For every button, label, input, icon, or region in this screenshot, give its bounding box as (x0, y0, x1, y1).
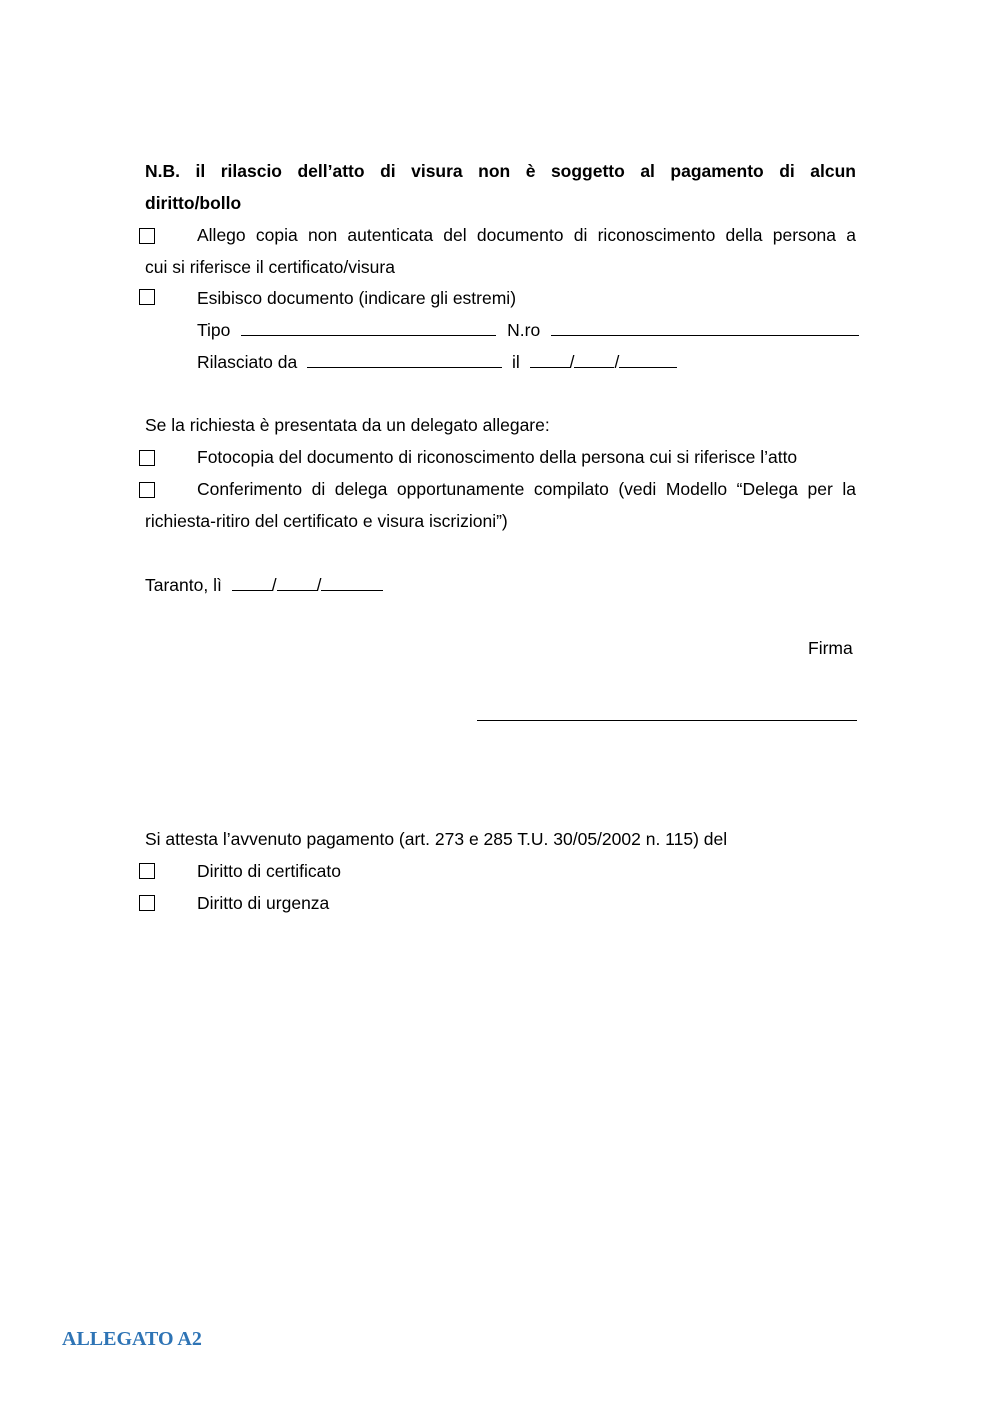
delegate-intro: Se la richiesta è presentata da un delegato allegare: (145, 415, 550, 435)
delega-label-cont: richiesta-ritiro del certificato e visura iscrizioni”) (145, 511, 508, 531)
year-field[interactable] (321, 575, 383, 591)
date-separator: / (316, 575, 322, 595)
place-date-label: Taranto, lì (145, 575, 222, 595)
delega-checkbox[interactable] (139, 482, 155, 498)
date-separator: / (569, 352, 575, 372)
date-separator: / (271, 575, 277, 595)
nro-label: N.ro (507, 320, 541, 340)
place-date-row (145, 574, 383, 596)
delega-label: Conferimento di delega opportunamente compilato (vedi Modello “Delega per la (197, 479, 856, 499)
date-separator: / (614, 352, 620, 372)
urgency-fee-checkbox[interactable] (139, 895, 155, 911)
copy-attached-checkbox[interactable] (139, 228, 155, 244)
signature-line[interactable] (477, 720, 857, 721)
rilasciato-label: Rilasciato da (197, 352, 298, 372)
nb-note-line2: diritto/bollo (145, 193, 242, 213)
issue-day-field[interactable] (530, 352, 570, 368)
certificate-fee-checkbox[interactable] (139, 863, 155, 879)
nb-note-line1: N.B. il rilascio dell’atto di visura non è soggetto al pagamento di alcun (145, 161, 856, 181)
month-field[interactable] (277, 575, 317, 591)
nro-field[interactable] (551, 320, 859, 336)
copy-attached-label: Allego copia non autenticata del documento di riconoscimento della persona a (197, 225, 856, 245)
issue-month-field[interactable] (574, 352, 614, 368)
issue-year-field[interactable] (619, 352, 677, 368)
tipo-field[interactable] (241, 320, 496, 336)
signature-label: Firma (808, 638, 853, 658)
photocopy-checkbox[interactable] (139, 450, 155, 466)
photocopy-label: Fotocopia del documento di riconoscimento della persona cui si riferisce l’atto (197, 447, 798, 467)
payment-intro: Si attesta l’avvenuto pagamento (art. 273 e 285 T.U. 30/05/2002 n. 115) del (145, 829, 728, 849)
rilasciato-row (197, 351, 677, 373)
tipo-label: Tipo (197, 320, 231, 340)
tipo-row (197, 319, 859, 341)
attachment-label: ALLEGATO A2 (62, 1328, 202, 1350)
copy-attached-label-cont: cui si riferisce il certificato/visura (145, 257, 395, 277)
exhibit-document-label: Esibisco documento (indicare gli estremi) (197, 288, 517, 308)
il-label: il (511, 352, 520, 372)
rilasciato-field[interactable] (307, 352, 502, 368)
exhibit-document-checkbox[interactable] (139, 289, 155, 305)
certificate-fee-label: Diritto di certificato (197, 861, 341, 881)
day-field[interactable] (232, 575, 272, 591)
urgency-fee-label: Diritto di urgenza (197, 893, 330, 913)
